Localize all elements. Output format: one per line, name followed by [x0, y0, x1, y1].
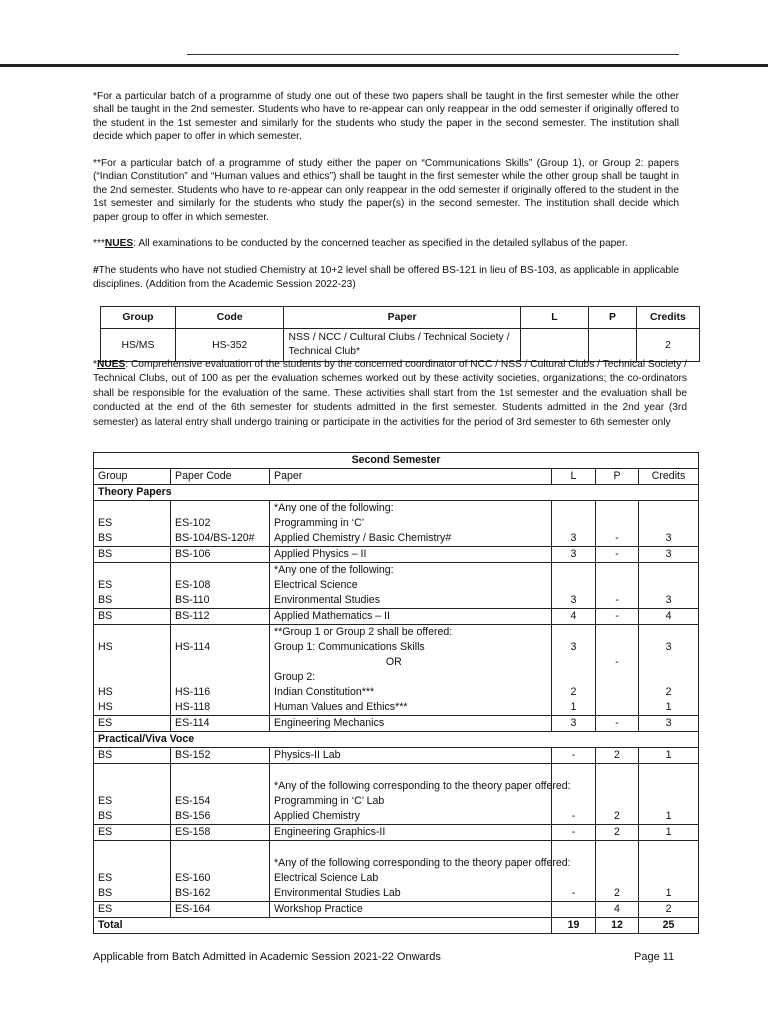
table-row — [94, 748, 699, 764]
note-text: : Comprehensive evaluation of the students by the concerned coordinator of NCC / NSS / Cultural Clubs / Technical Society / Technical Clubs, out of 100 as per the evaluation schemes worked out by these activity societies, organizations; the co-ordinators shall be responsible for the evaluation of the same. These activities shall start from the 1st semester and the evaluation shall be conducted at the end of the 6th semester for students admitted in the first semester. Students admitted in the 2nd year (3rd semester) as lateral entry shall undergo training or participate in the activities for the period of 3rd semester to 6th semester only — [93, 359, 687, 428]
cell-group: ES BS — [94, 501, 171, 547]
cell-l: 3 — [552, 547, 596, 563]
cell-credits: 3 2 1 — [639, 625, 699, 716]
cell-paper: Engineering Graphics-II — [270, 825, 552, 841]
total-label: Total — [94, 918, 552, 934]
cell-p: - — [596, 716, 639, 732]
col-header: Group — [101, 307, 176, 329]
cell-p: 2 — [596, 841, 639, 902]
cell-l: 3 — [552, 563, 596, 609]
cell-l: 3 — [552, 501, 596, 547]
note-2 — [93, 157, 679, 224]
col-header: Paper — [284, 307, 520, 329]
cell-credits: 1 — [639, 841, 699, 902]
cell-p: - — [596, 501, 639, 547]
cell-credits: 2 — [639, 902, 699, 918]
cell-credits: 3 — [639, 547, 699, 563]
note-text: The students who have not studied Chemistry at 10+2 level shall be offered BS-121 in lieu of BS-103, as applicable in applicable disciplines. (Addition from the Academic Session 2022-23) — [93, 265, 679, 290]
col-header: L — [552, 469, 596, 485]
table-row — [101, 329, 700, 362]
table-row — [94, 716, 699, 732]
cell-code: ES-158 — [171, 825, 270, 841]
col-header: Paper — [270, 469, 552, 485]
cell-credits: 1 — [639, 748, 699, 764]
nues-label: NUES — [96, 359, 126, 370]
cell-l: 3 — [552, 716, 596, 732]
cell-code: ES-160 BS-162 — [171, 841, 270, 902]
cell-code: ES-102 BS-104/BS-120# — [171, 501, 270, 547]
cell-group: ES — [94, 716, 171, 732]
note-text: For a particular batch of a programme of study one out of these two papers shall be taught in the first semester while the other shall be taught in the 2nd semester. Students who have to re-appear can only reappear in the odd semester if originally offered to the student in the 1st semester and similarly for the students who study the paper in the second semester. The institution shall decide which paper to offer in which semester. — [93, 91, 679, 143]
footnotes — [93, 90, 679, 304]
note-prefix: * — [93, 359, 97, 370]
header-rule-thick — [0, 64, 768, 67]
cell-l: 3 2 1 — [552, 625, 596, 716]
cell-group: ES — [94, 902, 171, 918]
total-p: 12 — [596, 918, 639, 934]
section-label: Practical/Viva Voce — [94, 732, 699, 748]
total-credits: 25 — [639, 918, 699, 934]
col-header: P — [589, 307, 636, 329]
cell-p — [589, 329, 636, 362]
cell-code: BS-152 — [171, 748, 270, 764]
note-text: : All examinations to be conducted by the concerned teacher as specified in the detailed syllabus of the paper. — [133, 238, 628, 250]
activity-table — [100, 306, 700, 362]
nues-note — [93, 358, 687, 430]
cell-credits: 3 — [639, 716, 699, 732]
section-label: Theory Papers — [94, 485, 699, 501]
cell-group: ES BS — [94, 563, 171, 609]
cell-l: 4 — [552, 609, 596, 625]
col-header: Credits — [636, 307, 699, 329]
col-header: Group — [94, 469, 171, 485]
cell-paper: Applied Mathematics – II — [270, 609, 552, 625]
note-text: For a particular batch of a programme of study either the paper on “Communications Skills” (Group 1), or Group 2: papers (“Indian Constitution” and “Human values and ethics”) shall be taught in the first semester while the other group shall be taught in the 2nd semester. Students who have to re-appear can only reappear in the odd semester if originally offered to the student in the 1st semester and similarly for the students who study the paper(s) in the second semester. The institution shall decide which paper group to offer in which semester. — [93, 158, 679, 223]
cell-credits: 1 — [639, 764, 699, 825]
table-row — [94, 902, 699, 918]
cell-p: 4 — [596, 902, 639, 918]
cell-code: BS-106 — [171, 547, 270, 563]
cell-l: - — [552, 841, 596, 902]
cell-credits: 4 — [639, 609, 699, 625]
cell-p: - — [596, 547, 639, 563]
section-row — [94, 732, 699, 748]
table-row — [94, 563, 699, 609]
cell-group: BS — [94, 547, 171, 563]
cell-paper: *Any of the following corresponding to the theory paper offered: Electrical Science Lab Environmental Studies Lab — [270, 841, 552, 902]
note-prefix: * — [93, 91, 97, 102]
table-row — [94, 547, 699, 563]
cell-code: BS-112 — [171, 609, 270, 625]
table-row — [94, 501, 699, 547]
cell-l: - — [552, 748, 596, 764]
cell-p: 2 — [596, 825, 639, 841]
cell-credits: 3 — [639, 563, 699, 609]
cell-group: BS — [94, 609, 171, 625]
cell-code: HS-114 HS-116 HS-118 — [171, 625, 270, 716]
col-header: P — [596, 469, 639, 485]
cell-code: ES-114 — [171, 716, 270, 732]
note-prefix: ** — [93, 158, 101, 170]
cell-paper: *Any one of the following: Electrical Science Environmental Studies — [270, 563, 552, 609]
note-prefix: # — [93, 265, 99, 277]
second-semester-table — [93, 452, 699, 934]
footer-note: Applicable from Batch Admitted in Academic Session 2021-22 Onwards — [93, 951, 441, 963]
cell-l — [552, 902, 596, 918]
page-number: Page 11 — [634, 951, 675, 963]
cell-credits: 1 — [639, 825, 699, 841]
nues-label: NUES — [104, 238, 134, 250]
cell-code: HS-352 — [175, 329, 284, 362]
cell-p: - — [596, 609, 639, 625]
cell-credits: 3 — [639, 501, 699, 547]
table-row — [94, 825, 699, 841]
cell-group: ES — [94, 825, 171, 841]
cell-group: HS/MS — [101, 329, 176, 362]
cell-l — [520, 329, 589, 362]
table-title: Second Semester — [94, 453, 699, 469]
table-header-row — [94, 469, 699, 485]
cell-code: ES-108 BS-110 — [171, 563, 270, 609]
col-header: Code — [175, 307, 284, 329]
section-row — [94, 485, 699, 501]
cell-paper: **Group 1 or Group 2 shall be offered: Group 1: Communications Skills OR Group 2: Indian Constitution*** Human Values and Ethics*** — [270, 625, 552, 716]
table-title-row — [94, 453, 699, 469]
cell-credits: 2 — [636, 329, 699, 362]
cell-p: 2 — [596, 764, 639, 825]
note-prefix: *** — [93, 238, 105, 250]
col-header: Paper Code — [171, 469, 270, 485]
cell-p: - — [596, 563, 639, 609]
total-l: 19 — [552, 918, 596, 934]
cell-paper: Engineering Mechanics — [270, 716, 552, 732]
cell-p: - — [596, 625, 639, 716]
cell-group: BS — [94, 748, 171, 764]
col-header: Credits — [639, 469, 699, 485]
cell-code: ES-154 BS-156 — [171, 764, 270, 825]
cell-code: ES-164 — [171, 902, 270, 918]
cell-group: ES BS — [94, 841, 171, 902]
table-row — [94, 625, 699, 716]
col-header: L — [520, 307, 589, 329]
header-rule-thin — [187, 54, 679, 55]
note-3 — [93, 237, 679, 250]
cell-group: HS HS HS — [94, 625, 171, 716]
cell-paper: Physics-II Lab — [270, 748, 552, 764]
table-row — [94, 764, 699, 825]
table-header-row — [101, 307, 700, 329]
cell-paper: Workshop Practice — [270, 902, 552, 918]
cell-paper: NSS / NCC / Cultural Clubs / Technical Society / Technical Club* — [284, 329, 520, 362]
cell-paper: *Any of the following corresponding to the theory paper offered: Programming in ‘C’ Lab Applied Chemistry — [270, 764, 552, 825]
note-1 — [93, 90, 679, 144]
table-row — [94, 841, 699, 902]
cell-p: 2 — [596, 748, 639, 764]
note-4 — [93, 264, 679, 291]
total-row — [94, 918, 699, 934]
table-row — [94, 609, 699, 625]
cell-paper: *Any one of the following: Programming in ‘C’ Applied Chemistry / Basic Chemistry# — [270, 501, 552, 547]
cell-l: - — [552, 764, 596, 825]
cell-group: ES BS — [94, 764, 171, 825]
cell-paper: Applied Physics – II — [270, 547, 552, 563]
cell-l: - — [552, 825, 596, 841]
